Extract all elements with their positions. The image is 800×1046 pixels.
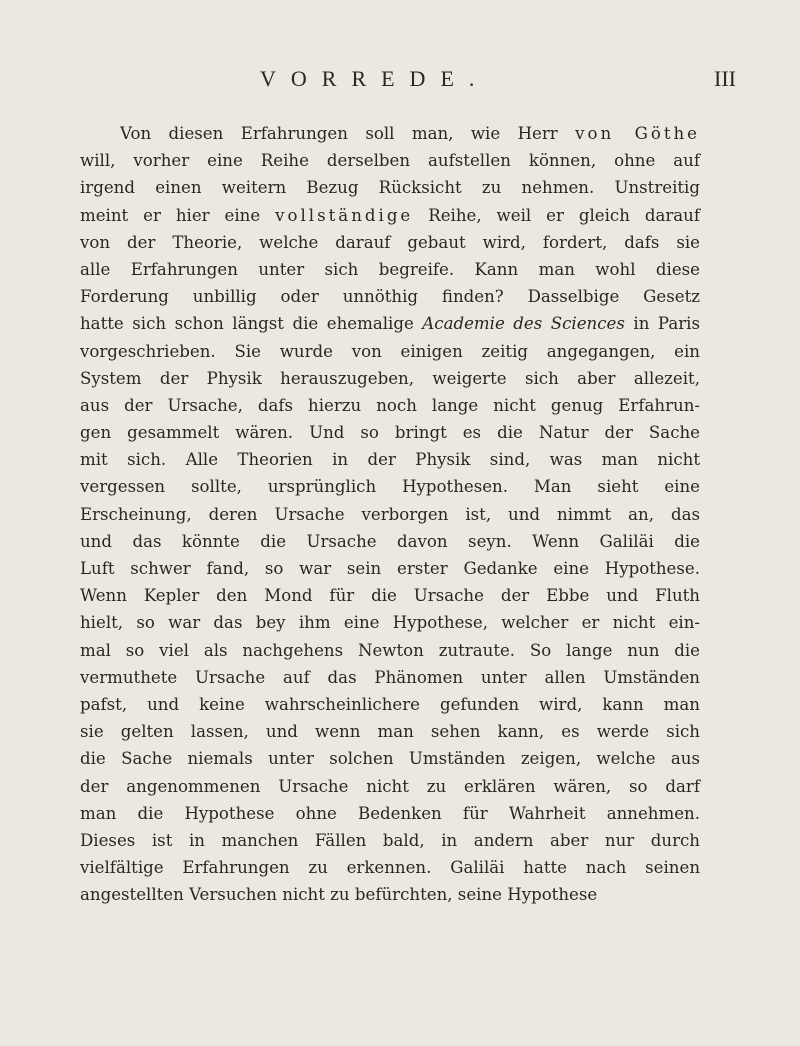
text-line: vielfältige Erfahrungen zu erkennen. Galiläi hatte nach seinen (80, 858, 700, 878)
text-line: Luft schwer fand, so war sein erster Gedanke eine Hypothese. (80, 559, 700, 578)
text-line: hatte sich schon längst die ehemalige Academie des Sciences in Paris (80, 314, 700, 334)
text-line: vermuthete Ursache auf das Phänomen unter allen Umständen (80, 667, 700, 687)
text-line: mal so viel als nachgehens Newton zutraute. So lange nun die (80, 640, 700, 660)
page-number: III (714, 66, 736, 91)
text-line: der angenommenen Ursache nicht zu erklären wären, so darf (80, 776, 700, 796)
text-line: Dieses ist in manchen Fällen bald, in andern aber nur durch (80, 830, 700, 850)
text-line: die Sache niemals unter solchen Umständen zeigen, welche aus (80, 749, 700, 769)
text-line: hielt, so war das bey ihm eine Hypothese, welcher er nicht ein- (80, 613, 700, 633)
text-line: pafst, und keine wahrscheinlichere gefunden wird, kann man (80, 694, 700, 714)
text-line: alle Erfahrungen unter sich begreife. Kann man wohl diese (80, 259, 700, 279)
text-line: vergessen sollte, ursprünglich Hypothesen. Man sieht eine (80, 477, 700, 497)
text-line: irgend einen weitern Bezug Rücksicht zu nehmen. Unstreitig (80, 178, 700, 198)
text-line: sie gelten lassen, und wenn man sehen kann, es werde sich (80, 722, 700, 742)
text-line: Erscheinung, deren Ursache verborgen ist, und nimmt an, das (80, 504, 700, 524)
emphasis-word: vollständige (275, 205, 414, 225)
body-text (80, 120, 700, 908)
text-line: mit sich. Alle Theorien in der Physik sind, was man nicht (80, 450, 700, 470)
text-line: man die Hypothese ohne Bedenken für Wahrheit annehmen. (80, 803, 700, 823)
text-line: und das könnte die Ursache davon seyn. Wenn Galiläi die (80, 531, 700, 551)
page-header (0, 66, 800, 96)
text-line: Forderung unbillig oder unnöthig finden? Dasselbige Gesetz (80, 287, 700, 307)
text-line: meint er hier eine vollständige Reihe, weil er gleich darauf (80, 205, 700, 225)
text-line: will, vorher eine Reihe derselben aufstellen können, ohne auf (80, 151, 700, 171)
text-line: von der Theorie, welche darauf gebaut wird, fordert, dafs sie (80, 232, 700, 252)
text-line: Wenn Kepler den Mond für die Ursache der Ebbe und Fluth (80, 586, 700, 606)
text-line: Von diesen Erfahrungen soll man, wie Herr von Göthe (120, 124, 700, 143)
text-line: System der Physik herauszugeben, weigerte sich aber allezeit, (80, 368, 700, 388)
text-line: gen gesammelt wären. Und so bringt es die Natur der Sache (80, 423, 700, 443)
running-title: VORREDE. (260, 66, 490, 91)
text-line: vorgeschrieben. Sie wurde von einigen zeitig angegangen, ein (80, 341, 700, 361)
italic-title: Academie des Sciences (422, 314, 625, 334)
spaced-name: von Göthe (575, 124, 700, 143)
text-line: angestellten Versuchen nicht zu befürchten, seine Hypothese (80, 885, 598, 905)
text-line: aus der Ursache, dafs hierzu noch lange nicht genug Erfahrun- (80, 395, 700, 415)
